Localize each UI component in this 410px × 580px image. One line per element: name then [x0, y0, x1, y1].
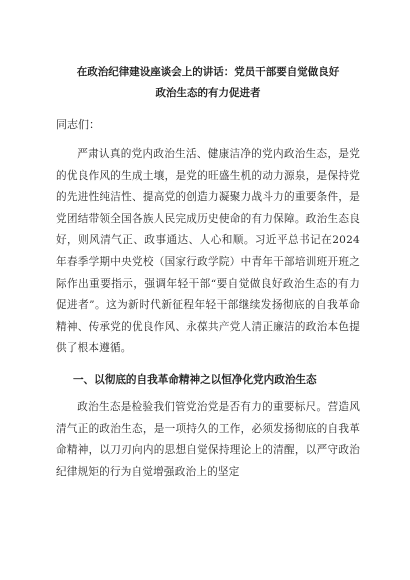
document-title [56, 62, 360, 104]
body-paragraph-2: 政治生态是检验我们管党治党是否有力的重要标尺。营造风清气正的政治生态，是一项持久的工作，必须发扬彻底的自我革命精神，以刀刃向内的思想自觉保持理论上的清醒，以严守政治纪律规矩的行为自觉增强政治上的坚定 [56, 400, 360, 478]
section-heading-1: 一、以彻底的自我革命精神之以恒净化党内政治生态 [72, 373, 317, 386]
title-line-1: 在政治纪律建设座谈会上的讲话：党员干部要自觉做良好 [76, 66, 340, 78]
title-line-2: 政治生态的有力促进者 [155, 87, 261, 99]
salutation: 同志们： [56, 118, 100, 131]
body-paragraph-1: 严肃认真的党内政治生活、健康洁净的党内政治生态，是党的优良作风的生成土壤，是党的旺盛生机的动力源泉，是保持党的先进性纯洁性、提高党的创造力凝聚力战斗力的重要条件，是党团结带领全国各族人民完成历史使命的有力保障。政治生态良好，则风清气正、政事通达、人心和顺。习近平总书记在2024年春季学期中央党校（国家行政学院）中青年干部培训班开班之际作出重要指示，强调年轻干部“要自觉做良好政治生态的有力促进者”。这为新时代新征程年轻干部继续发扬彻底的自我革命精神、传承党的优良作风、永葆共产党人清正廉洁的政治本色提供了根本遵循。 [56, 148, 360, 355]
